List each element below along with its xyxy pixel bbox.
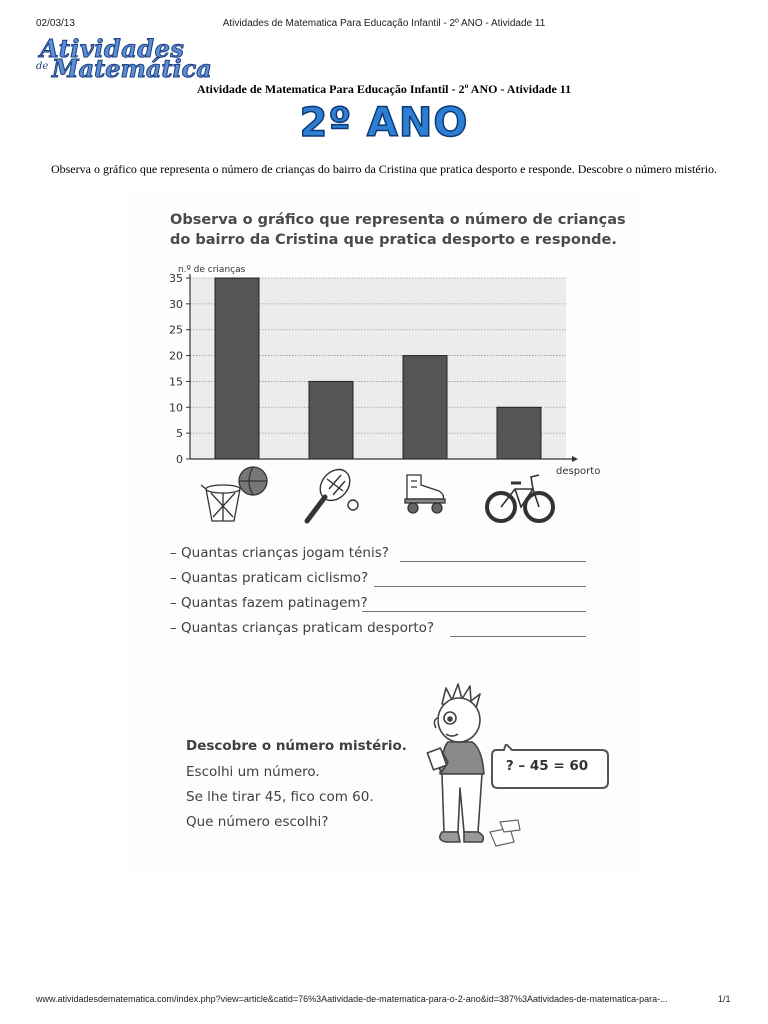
print-page-number: 1/1 [718,994,731,1004]
question-item [170,595,630,620]
logo-text-line1: Atividades [40,34,185,63]
question-text: – Quantas fazem patinagem? [170,595,368,611]
question-item [170,620,630,645]
worksheet-image [126,190,638,870]
question-item [170,545,630,570]
bar-ténis [309,381,353,459]
y-tick-label: 5 [176,427,183,441]
bar-chart [146,256,626,526]
speech-bubble-text: ? – 45 = 60 [505,758,589,774]
bar-patinagem [403,356,447,459]
bar-basquetebol [215,278,259,459]
intro-text: Observa o gráfico que representa o número de crianças do bairro da Cristina que pratica desporto e responde. Descobre o número mistério. [50,162,718,176]
answer-line[interactable] [374,586,586,587]
logo-text-small: de [36,61,49,72]
x-axis-label: desporto [556,466,601,477]
y-axis-label: n.º de crianças [178,265,246,275]
y-tick-label: 15 [169,375,183,389]
x-axis-arrow [572,456,578,462]
mystery-line: Se lhe tirar 45, fico com 60. [186,789,374,805]
tennis-racket-icon [307,464,358,521]
document-title: Atividade de Matematica Para Educação Infantil - 2º ANO - Atividade 11 [196,82,572,96]
question-text: – Quantas crianças praticam desporto? [170,620,435,636]
y-tick-label: 25 [169,323,183,337]
y-tick-label: 0 [176,453,183,466]
roller-skate-icon [405,475,445,513]
question-list [170,545,630,645]
answer-line[interactable] [400,561,586,562]
y-tick-label: 35 [169,272,183,285]
question-text: – Quantas crianças jogam ténis? [170,545,389,561]
y-tick-label: 30 [169,297,183,311]
mystery-title: Descobre o número mistério. [186,738,407,754]
answer-line[interactable] [362,611,586,612]
bar-ciclismo [497,407,541,459]
site-logo[interactable] [34,34,212,86]
logo-text-line2: Matemática [52,54,212,83]
question-item [170,570,630,595]
mystery-line: Que número escolhi? [186,814,329,830]
basketball-hoop-icon [201,467,267,521]
worksheet-heading: Observa o gráfico que representa o número de crianças do bairro da Cristina que pratica desporto e responde. [170,212,626,248]
y-tick-label: 20 [169,349,183,363]
mystery-block [186,738,416,835]
print-url[interactable]: www.atividadesdematematica.com/index.php?view=article&catid=76%3Aatividade-de-matematica-para-o-2-ano&id=387%3Aatividades-de-matematica-para-... [36,994,668,1004]
bicycle-icon [487,475,553,521]
print-date: 02/03/13 [36,18,75,29]
print-page-title: Atividades de Matematica Para Educação Infantil - 2º ANO - Atividade 11 [222,18,546,29]
y-tick-label: 10 [169,401,183,415]
question-text: – Quantas praticam ciclismo? [170,570,369,586]
answer-line[interactable] [450,636,586,637]
grade-banner: 2º ANO [299,100,469,146]
mystery-line: Escolhi um número. [186,764,320,780]
